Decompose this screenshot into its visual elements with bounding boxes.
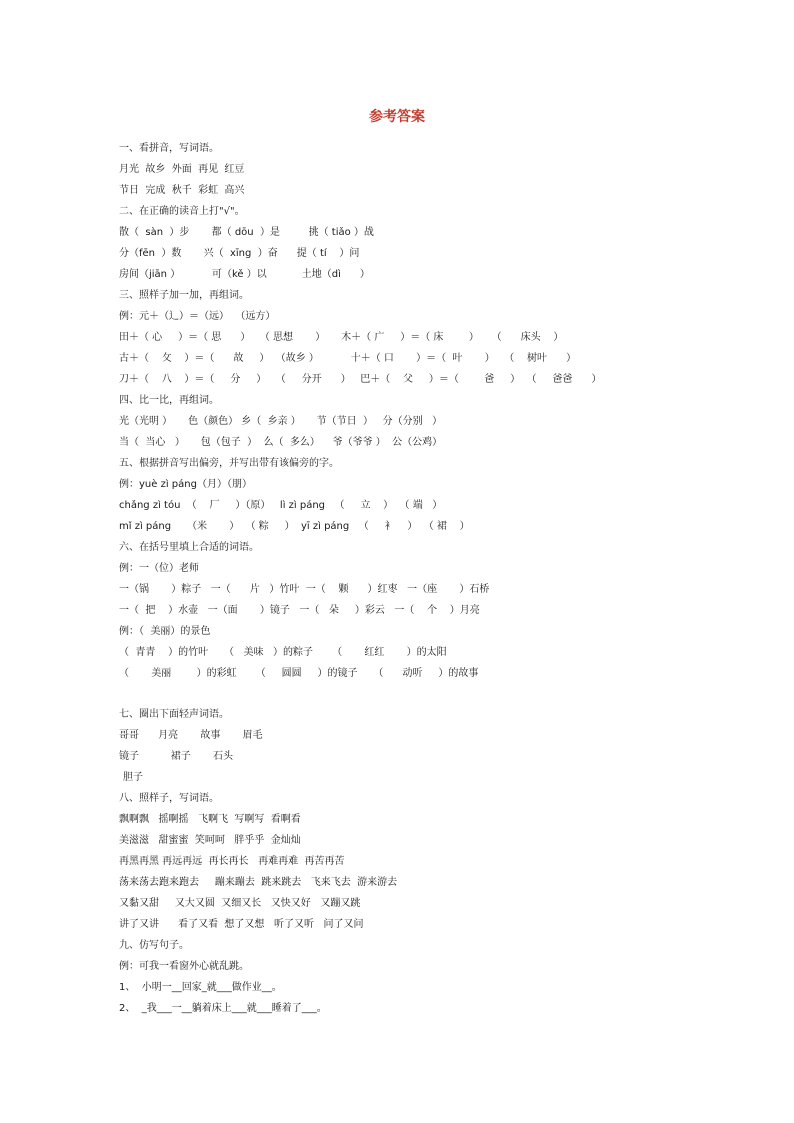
- example-line: 例：（ 美丽）的景色: [119, 626, 211, 637]
- section-heading-5: 五、根据拼音写出偏旁，并写出带有该偏旁的字。: [119, 458, 339, 469]
- answer-line: 刀＋（ 八 ）＝（ 分 ） （ 分开 ） 巴＋（ 父 ）＝（ 爸 ） （ 爸爸 ）: [119, 374, 602, 385]
- page-title: 参考答案: [369, 109, 425, 125]
- answer-line: 一（ 把 ）水壶 一（面 ）镜子 一（ 朵 ）彩云 一（ 个 ）月亮: [119, 605, 480, 616]
- answer-line: 月光 故乡 外面 再见 红豆: [119, 164, 245, 175]
- answer-line: 胆子: [123, 772, 143, 783]
- section-heading-8: 八、照样子，写词语。: [119, 793, 219, 804]
- example-line: 例：一（位）老师: [119, 563, 199, 574]
- answer-line: 讲了又讲 看了又看 想了又想 听了又听 问了又问: [119, 919, 364, 930]
- answer-line: 1、 小明一__回家_就___做作业__。: [119, 982, 282, 993]
- answer-line: 节日 完成 秋千 彩虹 高兴: [119, 185, 245, 196]
- section-heading-4: 四、比一比，再组词。: [119, 395, 219, 406]
- answer-line: 房间（jiān ） 可（kě ）以 土地（dì ）: [119, 269, 370, 280]
- section-heading-1: 一、看拼音，写词语。: [119, 143, 219, 154]
- section-heading-6: 六、在括号里填上合适的词语。: [119, 542, 259, 553]
- answer-line: 镜子 裙子 石头: [119, 751, 234, 762]
- section-heading-2: 二、在正确的读音上打"√"。: [119, 206, 245, 217]
- answer-line: 分（fēn ）数 兴（ xīng ）奋 提（ tí ）问: [119, 248, 360, 259]
- answer-line: 一（锅 ）粽子 一（ 片 ）竹叶 一（ 颗 ）红枣 一（座 ）石桥: [119, 584, 490, 595]
- answer-line: 又黏又甜 又大又圆 又细又长 又快又好 又蹦又跳: [119, 898, 361, 909]
- example-line: 例：元＋（辶）＝（远） （远方）: [119, 311, 276, 322]
- answer-line: 2、 _我___一__躺着床上___就___睡着了___。: [119, 1003, 327, 1014]
- answer-line: 光（光明 ） 色（颜色） 乡（ 乡亲 ） 节（节日 ） 分（分别 ）: [119, 416, 443, 427]
- answer-line: 古＋（ 攵 ）＝（ 故 ） （故乡 ） 十＋（ 口 ）＝（ 叶 ） （ 树叶 ）: [119, 353, 577, 364]
- answer-line: 田＋（ 心 ）＝（ 思 ） （ 思想 ） 木＋（ 广 ）＝（ 床 ） （ 床头 ）: [119, 332, 564, 343]
- example-line: 例：yuè zì páng（月）（朋）: [119, 479, 252, 490]
- answer-line: 哥哥 月亮 故事 眉毛: [119, 730, 263, 741]
- answer-line: 飘啊飘 摇啊摇 飞啊飞 写啊写 看啊看: [119, 814, 301, 825]
- section-heading-9: 九、仿写句子。: [119, 940, 189, 951]
- answer-line: 再黑再黑 再远再远 再长再长 再难再难 再苦再苦: [119, 856, 345, 867]
- answer-line: 当（ 当心 ） 包（包子 ） 么（ 多么） 爷（爷爷 ） 公（公鸡）: [119, 437, 443, 448]
- answer-line: 荡来荡去跑来跑去 蹦来蹦去 跳来跳去 飞来飞去 游来游去: [119, 877, 398, 888]
- example-line: 例：可我一看窗外心就乱跳。: [119, 961, 249, 972]
- answer-line: chǎng zì tóu （ 厂 ）（原） lì zì páng （ 立 ） （ 端 ）: [119, 500, 443, 511]
- answer-line: （ 美丽 ）的彩虹 （ 圆圆 ）的镜子 （ 动听 ）的故事: [119, 668, 479, 679]
- section-heading-3: 三、照样子加一加，再组词。: [119, 290, 249, 301]
- answer-line: 美滋滋 甜蜜蜜 笑呵呵 胖乎乎 金灿灿: [119, 835, 301, 846]
- answer-line: 散（ sàn ）步 都（ dōu ）是 挑（ tiǎo ）战: [119, 227, 374, 238]
- section-heading-7: 七、圈出下面轻声词语。: [119, 709, 229, 720]
- answer-line: mǐ zì páng （米 ） （ 粽 ） yī zì páng （ 衤 ） （ 裙 ）: [119, 521, 470, 532]
- answer-line: （ 青青 ）的竹叶 （ 美味 ）的粽子 （ 红红 ）的太阳: [119, 647, 447, 658]
